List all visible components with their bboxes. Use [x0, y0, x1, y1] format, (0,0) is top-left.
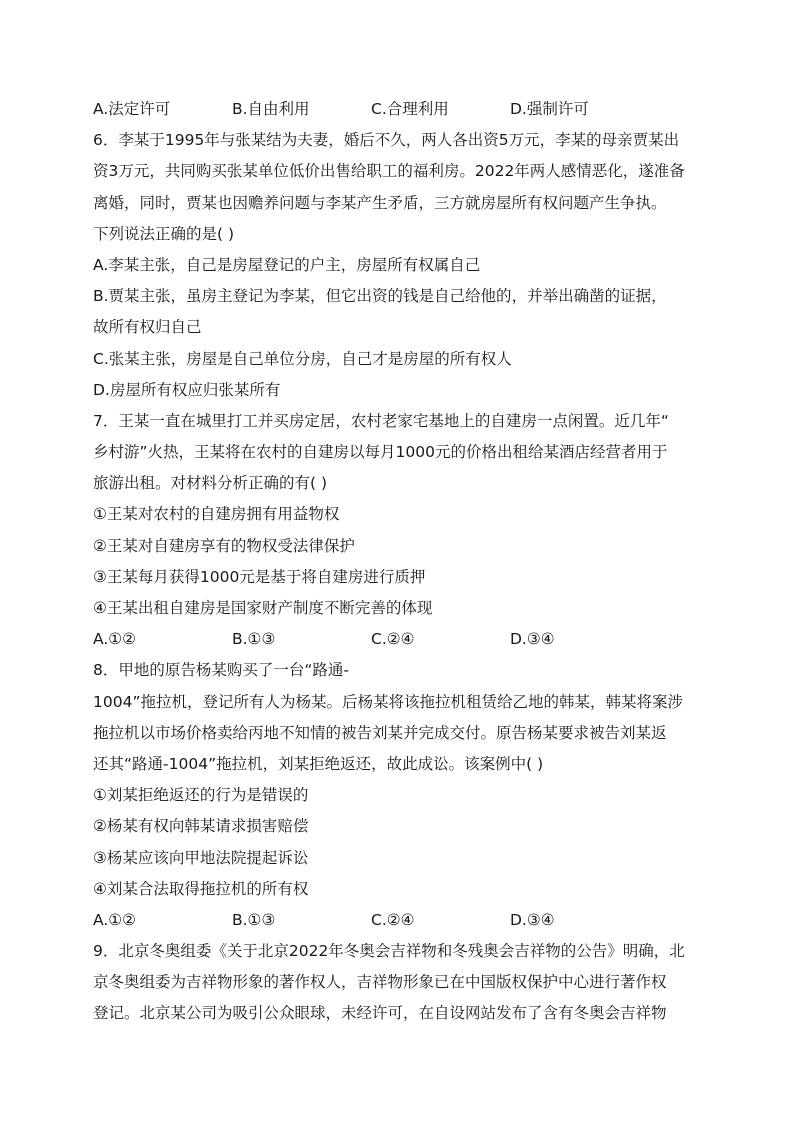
- q8-stem-line: 1004”拖拉机，登记所有人为杨某。后杨某将该拖拉机租赁给乙地的韩某，韩某将案涉: [93, 692, 683, 711]
- q5-options: [93, 94, 703, 125]
- question-8: [93, 655, 703, 936]
- q9-stem-line: 9．北京冬奥组委《关于北京2022年冬奥会吉祥物和冬残奥会吉祥物的公告》明确，北: [93, 942, 685, 961]
- document-page: [93, 94, 703, 1030]
- q7-stem-line: 7．王某一直在城里打工并买房定居，农村老家宅基地上的自建房一点闲置。近几年“: [93, 411, 669, 430]
- q6-option-d[interactable]: D.房屋所有权应归张某所有: [93, 380, 281, 399]
- q7-option-c[interactable]: C.②④: [371, 630, 415, 649]
- q7-statement-4: ④王某出租自建房是国家财产制度不断完善的体现: [93, 599, 433, 617]
- q6-stem-line: 资3万元，共同购买张某单位低价出售给职工的福利房。2022年两人感情恶化，遂准备: [93, 162, 685, 181]
- q9-stem-line: 京冬奥组委为吉祥物形象的著作权人，吉祥物形象已在中国版权保护中心进行著作权: [93, 973, 667, 992]
- q8-options: [93, 905, 703, 936]
- q5-option-d[interactable]: D.强制许可: [510, 100, 589, 118]
- q7-statement-2: ②王某对自建房享有的物权受法律保护: [93, 536, 355, 555]
- q7-option-d[interactable]: D.③④: [510, 630, 555, 649]
- q7-stem-line: 乡村游”火热，王某将在农村的自建房以每月1000元的价格出租给某酒店经营者用于: [93, 443, 668, 462]
- q7-stem-line: 旅游出租。对材料分析正确的有( ): [93, 474, 328, 493]
- q8-stem-line: 还其“路通-1004”拖拉机，刘某拒绝返还，故此成讼。该案例中( ): [93, 754, 544, 773]
- question-6: [93, 125, 703, 406]
- q7-statement-1: ①王某对农村的自建房拥有用益物权: [93, 505, 340, 524]
- question-9: [93, 936, 703, 1030]
- q8-stem-line: 拖拉机以市场价格卖给丙地不知情的被告刘某并完成交付。原告杨某要求被告刘某返: [93, 723, 667, 742]
- q5-option-b[interactable]: B.自由利用: [232, 100, 310, 118]
- q6-option-b[interactable]: B.贾某主张，虽房主登记为李某，但它出资的钱是自己给他的，并举出确凿的证据，: [93, 287, 667, 306]
- q8-option-a[interactable]: A.①②: [93, 910, 137, 929]
- q8-statement-3: ③杨某应该向甲地法院提起诉讼: [93, 848, 309, 867]
- q8-option-c[interactable]: C.②④: [371, 910, 415, 929]
- q8-option-d[interactable]: D.③④: [510, 910, 555, 929]
- q6-stem-line: 离婚，同时，贾某也因赡养问题与李某产生矛盾，三方就房屋所有权问题产生争执。: [93, 193, 667, 212]
- q5-option-a[interactable]: A.法定许可: [93, 100, 171, 118]
- q6-option-c[interactable]: C.张某主张，房屋是自己单位分房，自己才是房屋的所有权人: [93, 349, 512, 368]
- q7-options: [93, 624, 703, 655]
- q7-statement-3: ③王某每月获得1000元是基于将自建房进行质押: [93, 567, 426, 586]
- q6-stem-line: 6．李某于1995年与张某结为夫妻，婚后不久，两人各出资5万元，李某的母亲贾某出: [93, 131, 680, 150]
- q8-statement-1: ①刘某拒绝返还的行为是错误的: [93, 786, 309, 805]
- question-7: [93, 406, 703, 656]
- q8-option-b[interactable]: B.①③: [232, 910, 276, 929]
- q7-option-b[interactable]: B.①③: [232, 630, 276, 649]
- q9-stem-line: 登记。北京某公司为吸引公众眼球，未经许可，在自设网站发布了含有冬奥会吉祥物: [93, 1004, 667, 1023]
- q6-option-b-cont[interactable]: 故所有权归自己: [93, 318, 202, 337]
- q8-statement-2: ②杨某有权向韩某请求损害赔偿: [93, 817, 309, 836]
- q8-statement-4: ④刘某合法取得拖拉机的所有权: [93, 879, 309, 898]
- q6-option-a[interactable]: A.李某主张，自己是房屋登记的户主，房屋所有权属自己: [93, 255, 481, 274]
- q7-option-a[interactable]: A.①②: [93, 630, 137, 649]
- q8-stem-line: 8．甲地的原告杨某购买了一台“路通-: [93, 661, 349, 680]
- q5-option-c[interactable]: C.合理利用: [371, 100, 449, 118]
- q6-stem-line: 下列说法正确的是( ): [93, 224, 235, 243]
